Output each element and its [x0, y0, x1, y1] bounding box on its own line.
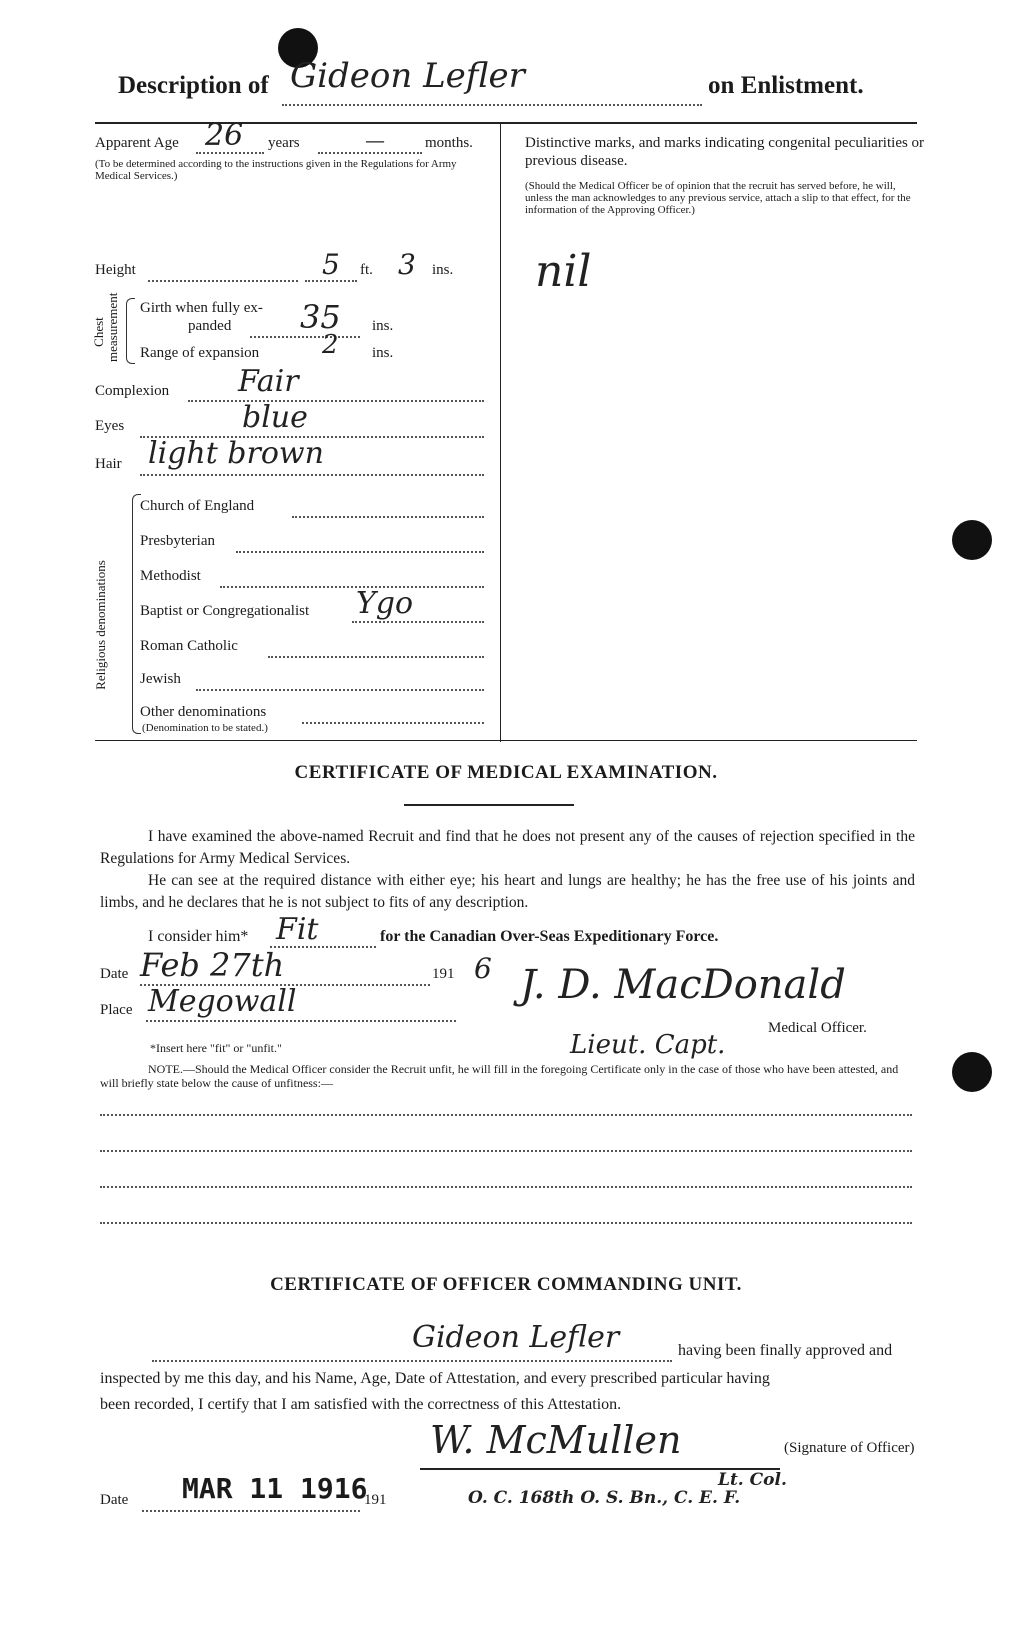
- religion-label: Religious denominations: [93, 560, 108, 690]
- hair-line: [140, 474, 484, 476]
- girth-value: 35: [300, 298, 341, 336]
- religion-line-4: [268, 656, 484, 658]
- chest-brace: [126, 298, 135, 364]
- commanding-date-stamp: MAR 11 1916: [182, 1472, 368, 1505]
- months-line: [318, 152, 422, 154]
- commanding-date-label: Date: [100, 1492, 129, 1508]
- medical-year-value: 6: [474, 952, 492, 985]
- range-value: 2: [322, 330, 339, 360]
- months-value: —: [365, 128, 385, 152]
- unfit-line-1: [100, 1114, 912, 1116]
- unfit-line-4: [100, 1222, 912, 1224]
- religion-other-note: (Denomination to be stated.): [142, 722, 268, 734]
- age-value: 26: [205, 118, 244, 153]
- age-line: [196, 152, 264, 154]
- religion-line-3: [352, 621, 484, 623]
- consider-prefix: I consider him*: [148, 928, 249, 945]
- header-suffix: on Enlistment.: [708, 72, 864, 99]
- height-ft-value: 5: [322, 248, 340, 281]
- girth-label-2: panded: [188, 318, 232, 334]
- medical-place-label: Place: [100, 1002, 133, 1018]
- height-label: Height: [95, 262, 136, 278]
- religion-presbyterian: Presbyterian: [140, 533, 215, 549]
- medical-officer-signature: J. D. MacDonald: [520, 962, 846, 1008]
- mid-rule: [95, 740, 917, 741]
- distinctive-marks-note: (Should the Medical Officer be of opinion that the recruit has served before, he will, unless the man acknowledges to any previous service, attach a slip to that effect, for the information of the Approving Officer.): [525, 180, 911, 216]
- header-name: Gideon Lefler: [290, 56, 525, 96]
- medical-year-prefix: 191: [432, 966, 455, 982]
- commanding-name-value: Gideon Lefler: [412, 1320, 620, 1355]
- commanding-title: CERTIFICATE OF OFFICER COMMANDING UNIT.: [270, 1274, 742, 1295]
- age-note: (To be determined according to the instructions given in the Regulations for Army Medical Services.): [95, 158, 457, 182]
- medical-title-rule: [404, 804, 574, 806]
- consider-suffix: for the Canadian Over-Seas Expeditionary Force.: [380, 928, 719, 945]
- height-in-value: 3: [398, 248, 416, 281]
- religion-line-6: [302, 722, 484, 724]
- chest-label: Chest measurement: [91, 292, 120, 362]
- religion-roman-catholic: Roman Catholic: [140, 638, 238, 654]
- insert-note: *Insert here "fit" or "unfit.": [150, 1041, 282, 1055]
- height-ft-line: [305, 280, 357, 282]
- ft-label: ft.: [360, 262, 373, 278]
- eyes-value: blue: [242, 400, 308, 435]
- punch-hole-right-upper: [952, 520, 992, 560]
- commanding-name-line: [152, 1360, 672, 1362]
- ins-label-girth: ins.: [372, 318, 394, 334]
- medical-officer-signature-2: Lieut. Capt.: [570, 1030, 726, 1060]
- hair-value: light brown: [148, 436, 324, 471]
- medical-title: CERTIFICATE OF MEDICAL EXAMINATION.: [294, 762, 718, 783]
- consider-value: Fit: [276, 912, 319, 947]
- commanding-rank: Lt. Col.: [718, 1470, 787, 1490]
- ins-label-height: ins.: [432, 262, 454, 278]
- eyes-label: Eyes: [95, 418, 125, 434]
- religion-line-2: [220, 586, 484, 588]
- religion-baptist-mark: Ygo: [356, 586, 414, 621]
- consider-line: [270, 946, 376, 948]
- commanding-unit-stamp: O. C. 168th O. S. Bn., C. E. F.: [468, 1488, 741, 1508]
- medical-para-1: I have examined the above-named Recruit and find that he does not present any of the causes of rejection specified in the Regulations for Army Medical Services.: [100, 828, 915, 867]
- complexion-line: [188, 400, 484, 402]
- religion-line-5: [196, 689, 484, 691]
- medical-note: NOTE.—Should the Medical Officer consider the Recruit unfit, he will fill in the foregoing Certificate only in the case of those who have been attested, and will briefly state below the cause of unfitness:—: [100, 1062, 899, 1090]
- months-label: months.: [425, 135, 473, 151]
- medical-officer-label: Medical Officer.: [768, 1020, 867, 1036]
- commanding-signature-label: (Signature of Officer): [784, 1440, 915, 1456]
- unfit-line-3: [100, 1186, 912, 1188]
- punch-hole-right-lower: [952, 1052, 992, 1092]
- unfit-line-2: [100, 1150, 912, 1152]
- commanding-line-3: been recorded, I certify that I am satisfied with the correctness of this Attestation.: [100, 1396, 622, 1413]
- ins-label-range: ins.: [372, 345, 394, 361]
- age-label: Apparent Age: [95, 135, 179, 151]
- girth-label-1: Girth when fully ex-: [140, 300, 263, 316]
- distinctive-marks-value: nil: [535, 246, 592, 297]
- header-name-line: [282, 104, 702, 106]
- years-label: years: [268, 135, 300, 151]
- religion-baptist: Baptist or Congregationalist: [140, 603, 310, 619]
- religion-jewish: Jewish: [140, 671, 181, 687]
- religion-line-0: [292, 516, 484, 518]
- medical-date-label: Date: [100, 966, 129, 982]
- medical-para-2: He can see at the required distance with either eye; his heart and lungs are healthy; he has the free use of his joints and limbs, and he declares that he is not subject to fits of any description.: [100, 872, 915, 911]
- distinctive-marks-heading: Distinctive marks, and marks indicating congenital peculiarities or previous disease.: [525, 135, 925, 169]
- religion-other: Other denominations: [140, 704, 267, 720]
- commanding-line-2: inspected by me this day, and his Name, Age, Date of Attestation, and every prescribed particular having: [100, 1370, 770, 1387]
- religion-line-1: [236, 551, 484, 553]
- medical-place-line: [146, 1020, 456, 1022]
- header-prefix: Description of: [118, 72, 269, 99]
- religion-methodist: Methodist: [140, 568, 201, 584]
- complexion-value: Fair: [238, 364, 299, 399]
- medical-date-value: Feb 27th: [140, 946, 285, 984]
- complexion-label: Complexion: [95, 383, 170, 399]
- commanding-date-line: [142, 1510, 360, 1512]
- range-label: Range of expansion: [140, 345, 260, 361]
- hair-label: Hair: [95, 456, 122, 472]
- commanding-line-1: having been finally approved and: [678, 1342, 893, 1359]
- medical-place-value: Megowall: [148, 984, 297, 1019]
- commanding-year-prefix: 191: [364, 1492, 387, 1508]
- commanding-signature: W. McMullen: [430, 1418, 682, 1462]
- height-line-a: [148, 280, 298, 282]
- column-divider: [500, 124, 501, 742]
- girth-line: [250, 336, 360, 338]
- religion-church-of-england: Church of England: [140, 498, 255, 514]
